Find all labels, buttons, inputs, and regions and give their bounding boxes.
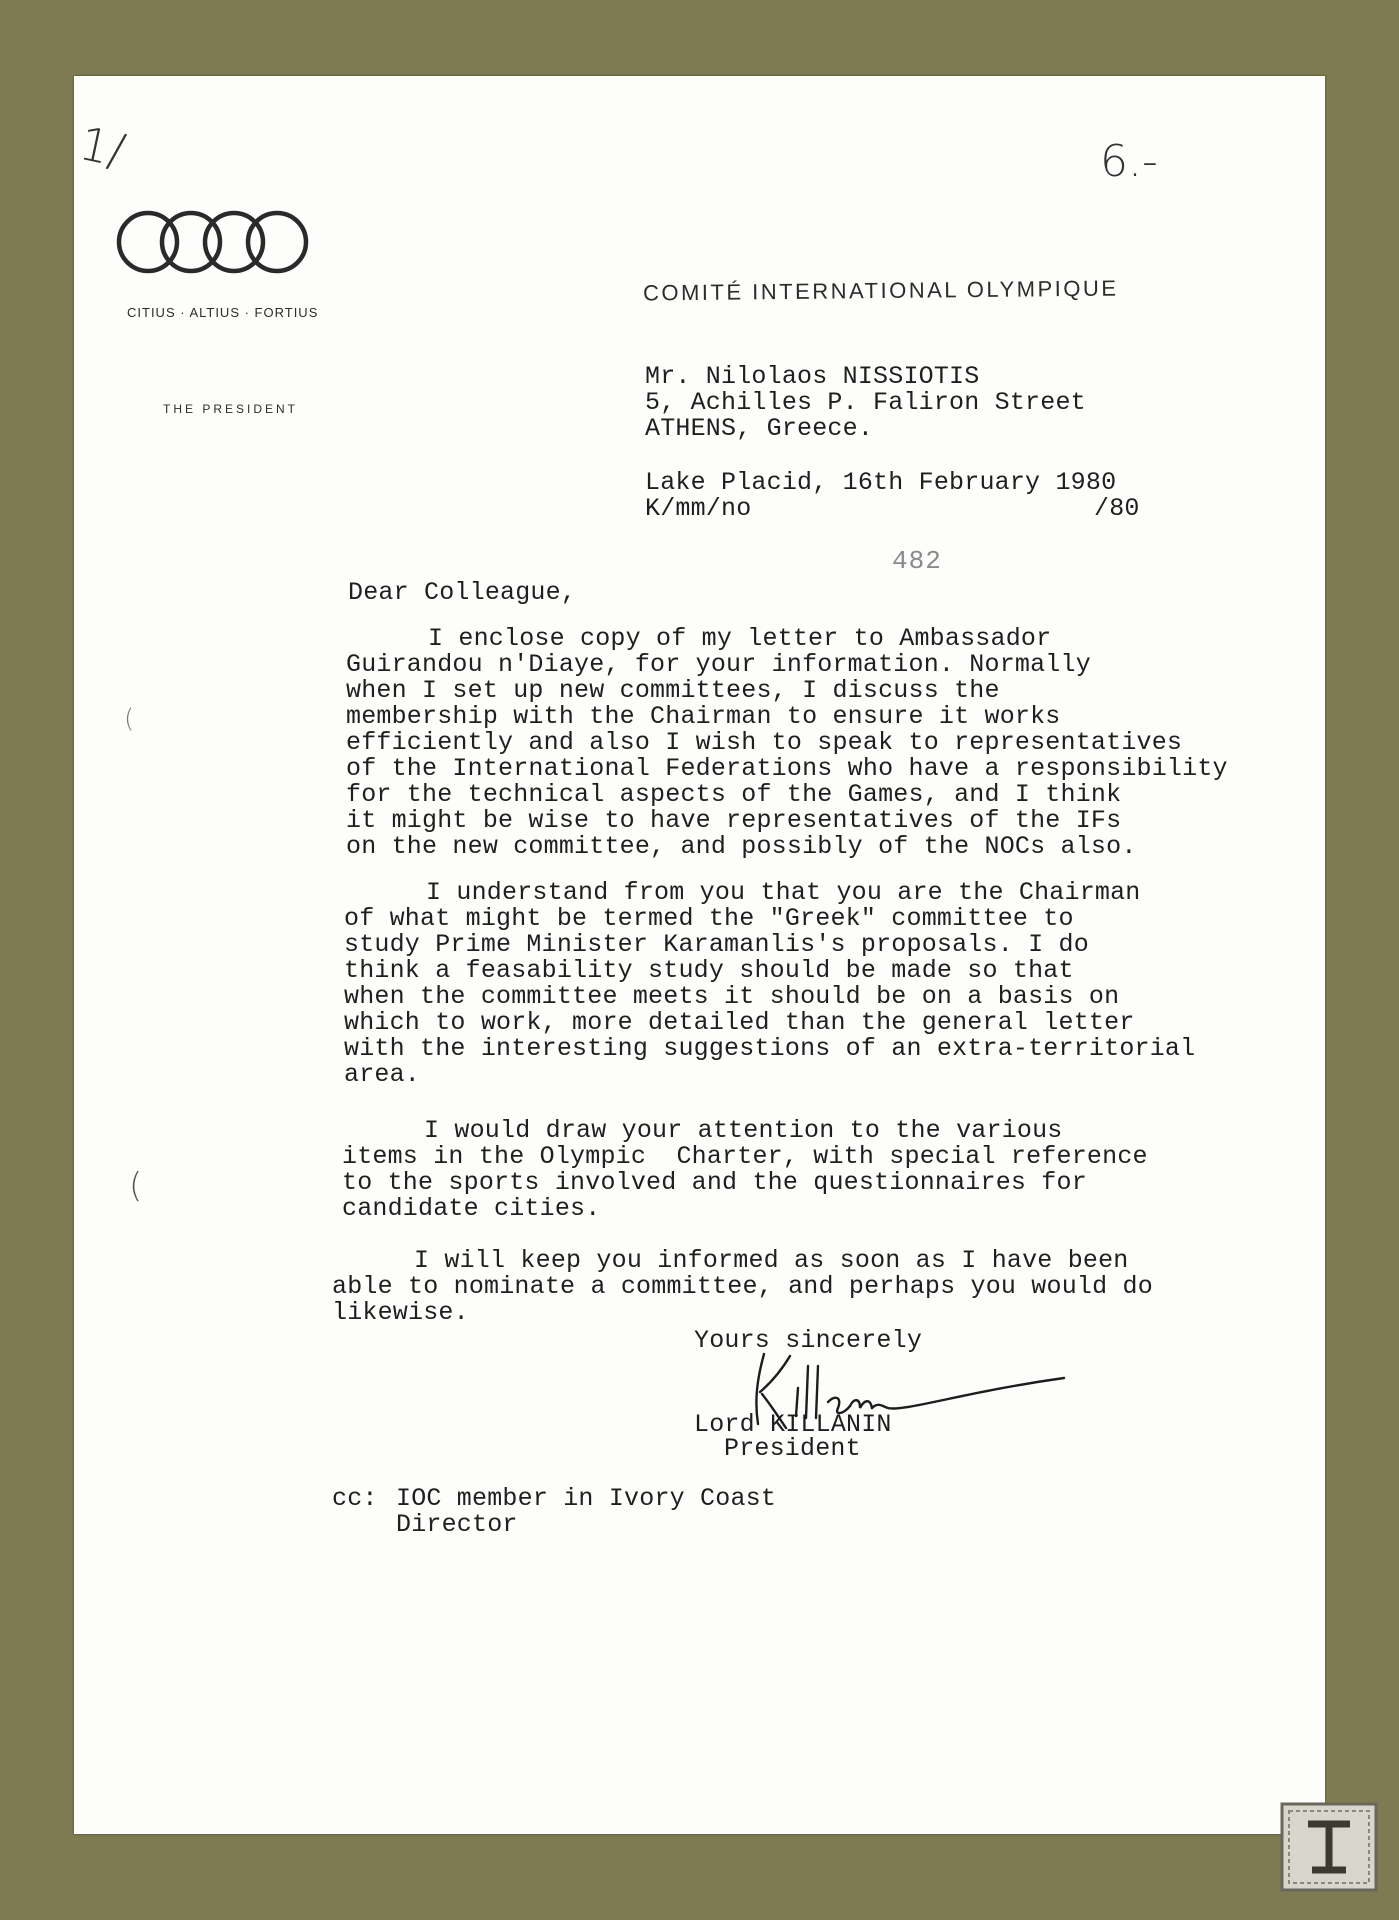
body-line: of what might be termed the "Greek" committee to [344, 904, 1074, 933]
margin-mark: 1/ [74, 115, 130, 179]
closing: Yours sincerely [694, 1326, 923, 1355]
signatory-title: President [724, 1434, 861, 1463]
body-line: I would draw your attention to the various [424, 1116, 1063, 1145]
body-line: study Prime Minister Karamanlis's proposals. I do [344, 930, 1089, 959]
body-line: area. [344, 1060, 421, 1089]
body-line: I enclose copy of my letter to Ambassador [428, 624, 1052, 653]
body-line: of the International Federations who have a responsibility [346, 754, 1228, 783]
cc-line: Director [396, 1510, 518, 1539]
filing-number: 482 [892, 546, 942, 576]
body-line: think a feasability study should be made so that [344, 956, 1074, 985]
cc-line: IOC member in Ivory Coast [396, 1484, 777, 1513]
letter-sheet [74, 76, 1325, 1834]
body-line: I understand from you that you are the Chairman [426, 878, 1141, 907]
body-line: with the interesting suggestions of an extra-territorial [344, 1034, 1196, 1063]
body-paragraph [332, 1248, 1282, 1326]
body-line: which to work, more detailed than the general letter [344, 1008, 1135, 1037]
olympic-rings-logo [116, 204, 316, 280]
body-line: when I set up new committees, I discuss the [346, 676, 1000, 705]
body-line: I will keep you informed as soon as I have been [414, 1246, 1129, 1275]
office-title: THE PRESIDENT [163, 402, 299, 416]
body-line: for the technical aspects of the Games, and I think [346, 780, 1122, 809]
body-line: membership with the Chairman to ensure it works [346, 702, 1061, 731]
body-line: items in the Olympic Charter, with special reference [342, 1142, 1148, 1171]
body-line: when the committee meets it should be on a basis on [344, 982, 1120, 1011]
body-paragraph [342, 1118, 1292, 1222]
body-line: to the sports involved and the questionnaires for [342, 1168, 1087, 1197]
motto: CITIUS · ALTIUS · FORTIUS [127, 305, 319, 320]
page-number: 6.- [1100, 136, 1158, 187]
body-line: likewise. [332, 1298, 469, 1327]
punch-mark: ( [124, 704, 135, 734]
body-line: candidate cities. [342, 1194, 601, 1223]
body-line: it might be wise to have representatives of the IFs [346, 806, 1122, 835]
body-line: able to nominate a committee, and perhaps you would do [332, 1272, 1153, 1301]
place-date: Lake Placid, 16th February 1980 [645, 468, 1117, 497]
body-paragraph [344, 880, 1294, 1088]
body-paragraph [346, 626, 1296, 860]
cc-label: cc: [332, 1484, 378, 1513]
recipient-city: ATHENS, Greece. [645, 414, 874, 443]
recipient-street: 5, Achilles P. Faliron Street [645, 388, 1086, 417]
organization-name: COMITÉ INTERNATIONAL OLYMPIQUE [642, 275, 1119, 306]
body-line: Guirandou n'Diaye, for your information. Normally [346, 650, 1091, 679]
signatory-name: Lord KILLANIN [694, 1410, 892, 1439]
recipient-name: Mr. Nilolaos NISSIOTIS [645, 362, 980, 391]
salutation: Dear Colleague, [348, 578, 577, 607]
punch-mark: ( [129, 1166, 143, 1206]
reference: K/mm/no [645, 494, 752, 523]
reference-year: /80 [1094, 494, 1140, 523]
archive-stamp [1280, 1802, 1378, 1892]
body-line: efficiently and also I wish to speak to representatives [346, 728, 1183, 757]
body-line: on the new committee, and possibly of the NOCs also. [346, 832, 1137, 861]
